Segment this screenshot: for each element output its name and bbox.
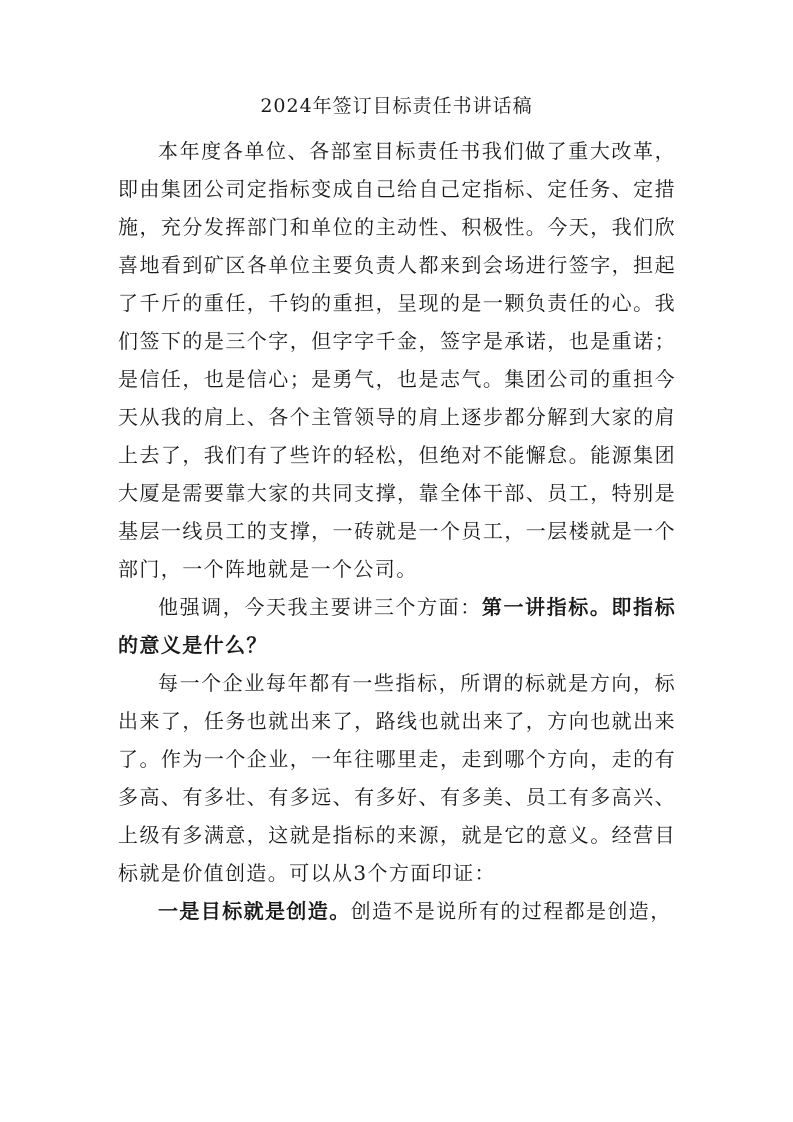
paragraph-text: 创造不是说所有的过程都是创造， — [350, 899, 672, 923]
paragraph-text: 每一个企业每年都有一些指标，所谓的标就是方向，标出来了，任务也就出来了，路线也就出来了，方向也就出来了。作为一个企业，一年往哪里走，走到哪个方向，走的有多高、有多壮、有多远、有多好、有多美、员工有多高兴、上级有多满意，这就是指标的来源，就是它的意义。经营目标就是价值创造。可以从3个方面印证： — [118, 671, 676, 885]
paragraph-three-aspects — [118, 588, 676, 664]
paragraph-text: 本年度各单位、各部室目标责任书我们做了重大改革，即由集团公司定指标变成自己给自己定指标、定任务、定措施，充分发挥部门和单位的主动性、积极性。今天，我们欣喜地看到矿区各单位主要负责人都来到会场进行签字，担起了千斤的重任，千钧的重担，呈现的是一颗负责任的心。我们签下的是三个字，但字字千金，签字是承诺，也是重诺；是信任，也是信心；是勇气，也是志气。集团公司的重担今天从我的肩上、各个主管领导的肩上逐步都分解到大家的肩上去了，我们有了些许的轻松，但绝对不能懈怠。能源集团大厦是需要靠大家的共同支撑，靠全体干部、员工，特别是基层一线员工的支撑，一砖就是一个员工，一层楼就是一个部门，一个阵地就是一个公司。 — [118, 139, 676, 581]
paragraph-lead-text: 他强调，今天我主要讲三个方面： — [158, 595, 482, 619]
paragraph-indicator-meaning — [118, 664, 676, 892]
document-body — [118, 132, 676, 930]
paragraph-reform — [118, 132, 676, 588]
point-heading-creation: 一是目标就是创造。 — [158, 899, 351, 923]
paragraph-target-creation — [118, 892, 676, 930]
document-title: 2024年签订目标责任书讲话稿 — [260, 95, 533, 117]
section-heading-indicators: 第一讲指标。即指标的意义是什么？ — [118, 595, 677, 657]
